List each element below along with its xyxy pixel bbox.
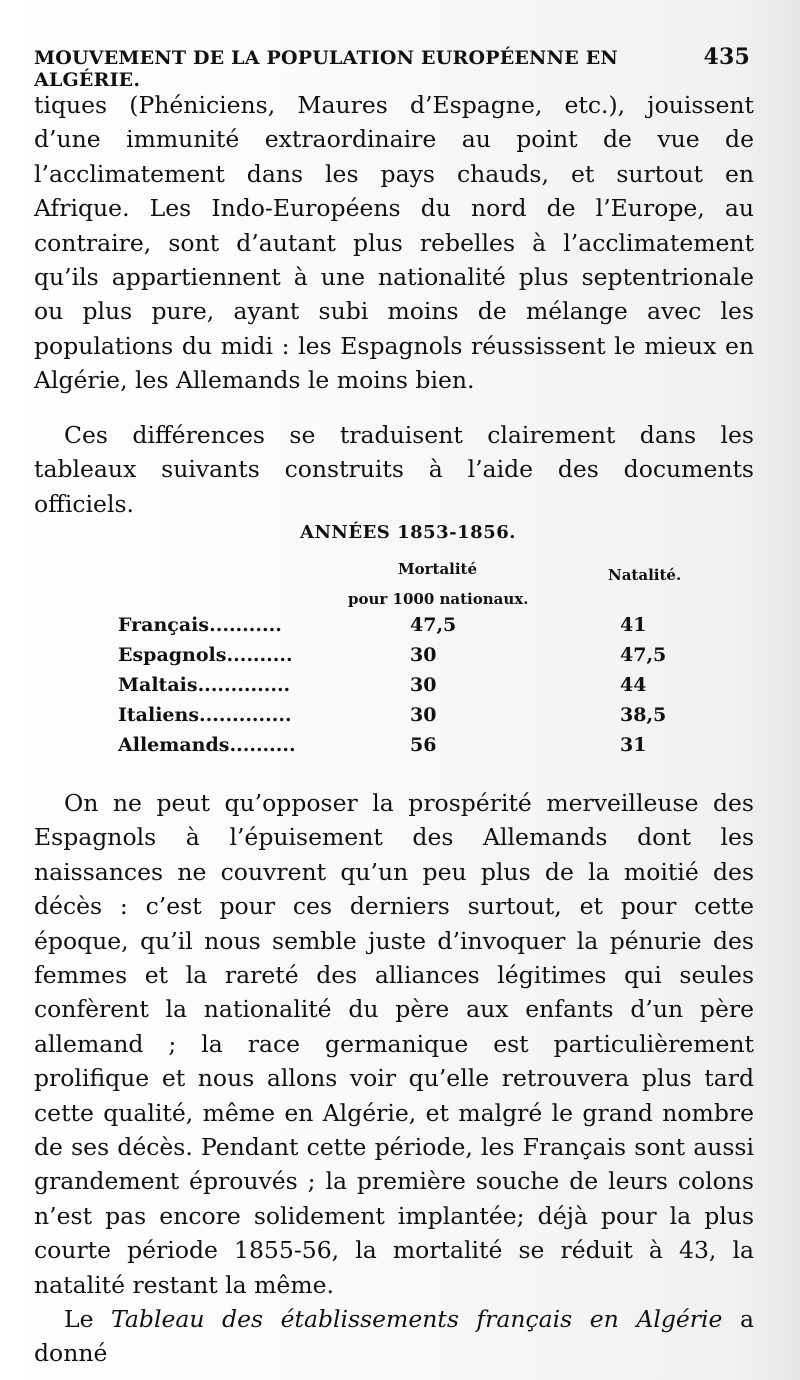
paragraph-3-text: On ne peut qu’opposer la prospérité merveilleuse des Espagnols à l’épuisement des Allemands dont les naissances ne couvrent qu’un peu plus de la moitié des décès : c’est pour ces derniers surtout, et pour cette époque, qu’il nous semble juste d’invoquer la pénurie des femmes et la rareté des alliances légitimes qui seules confèrent la nationalité du père aux enfants d’un père allemand ; la race germanique est particulièrement prolifique et nous allons voir qu’elle retrouvera plus tard cette qualité, même en Algérie, et malgré le grand nombre de ses décès. Pendant cette période, les Français sont aussi grandement éprouvés ; la première souche de leurs colons n’est pas encore solidement implantée; déjà pour la plus courte période 1855-56, la mortalité se réduit à 43, la natalité restant la même. <box>34 789 754 1299</box>
natality-value: 47,5 <box>620 644 667 666</box>
paragraph-1-text: tiques (Phéniciens, Maures d’Espagne, etc.), jouissent d’une immunité extraordinaire au point de vue de l’acclimatement dans les pays chauds, et surtout en Afrique. Les Indo-Européens du nord de l’Europe, au contraire, sont d’autant plus rebelles à l’acclimatement qu’ils appartiennent à une nationalité plus septentrionale ou plus pure, ayant subi moins de mélange avec les populations du midi : les Espagnols réussissent le mieux en Algérie, les Allemands le moins bien. <box>34 91 754 395</box>
table-row <box>118 704 718 734</box>
row-label: Français........... <box>118 614 282 636</box>
row-label: Italiens.............. <box>118 704 292 726</box>
table-title: ANNÉES 1853-1856. <box>300 522 517 543</box>
mortality-value: 47,5 <box>410 614 457 636</box>
column-header-mortality-unit: pour 1000 nationaux. <box>348 590 529 608</box>
paragraph-4 <box>34 1302 754 1371</box>
mortality-value: 30 <box>410 644 437 666</box>
table-row <box>118 674 718 704</box>
row-label: Espagnols.......... <box>118 644 293 666</box>
row-label: Maltais.............. <box>118 674 291 696</box>
italic-title: Tableau des établissements français en Algérie <box>111 1305 723 1333</box>
header-title: MOUVEMENT DE LA POPULATION EUROPÉENNE EN ALGÉRIE. <box>34 47 618 91</box>
natality-value: 41 <box>620 614 647 636</box>
natality-value: 31 <box>620 734 647 756</box>
paragraph-1 <box>34 88 754 398</box>
table-row <box>118 614 718 644</box>
page-number: 435 <box>703 44 750 70</box>
paragraph-3 <box>34 786 754 1302</box>
table-row <box>118 644 718 674</box>
column-header-natality: Natalité. <box>608 566 682 584</box>
natality-value: 44 <box>620 674 647 696</box>
paragraph-2-text: Ces différences se traduisent clairement dans les tableaux suivants construits à l’aide des documents officiels. <box>34 421 754 518</box>
paragraph-4-text: Le Tableau des établissements français en Algérie a donné <box>34 1305 754 1368</box>
column-header-mortality: Mortalité <box>398 560 478 578</box>
mortality-value: 56 <box>410 734 437 756</box>
running-header <box>34 44 750 91</box>
table-row <box>118 734 718 764</box>
natality-value: 38,5 <box>620 704 667 726</box>
paragraph-2 <box>34 418 754 521</box>
row-label: Allemands.......... <box>118 734 296 756</box>
mortality-value: 30 <box>410 674 437 696</box>
mortality-value: 30 <box>410 704 437 726</box>
